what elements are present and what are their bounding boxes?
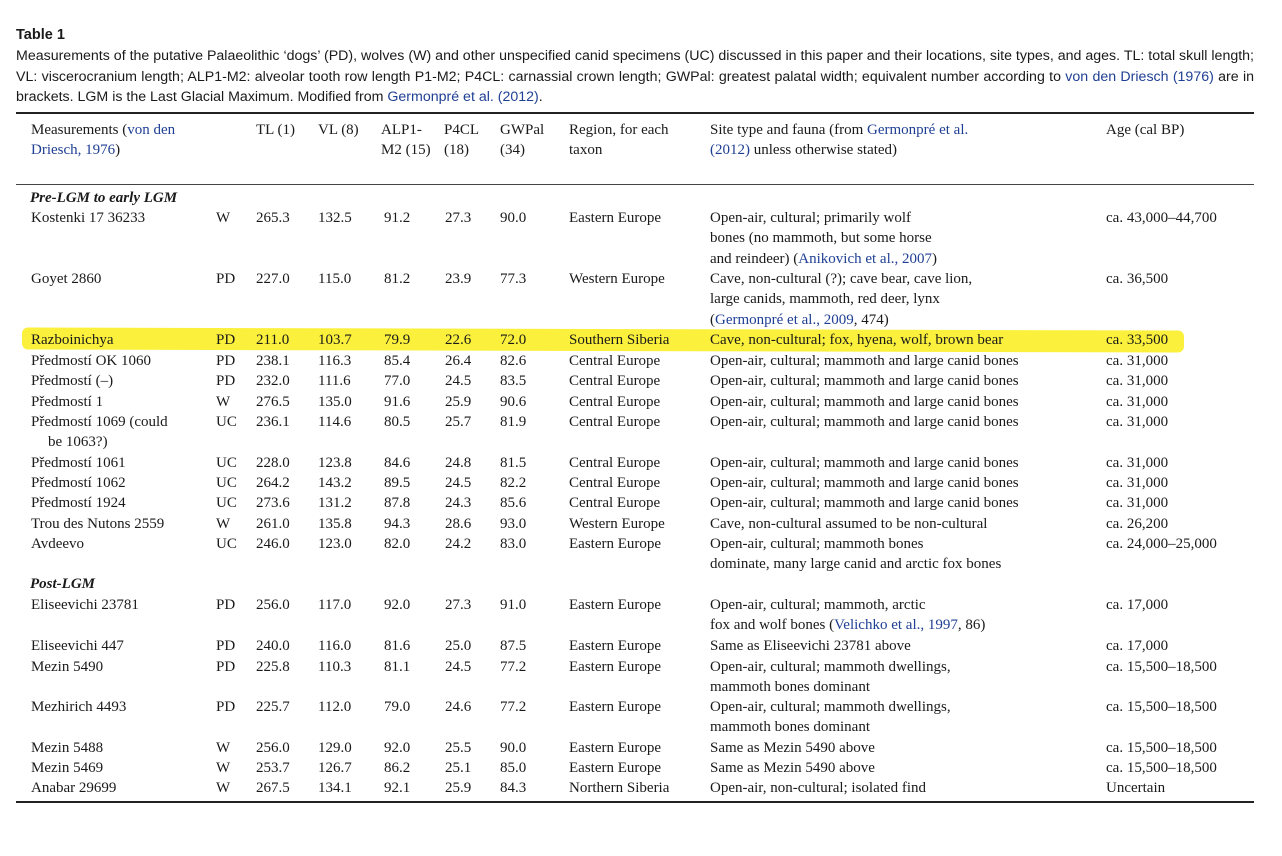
cell-age: ca. 26,200 <box>1106 516 1169 532</box>
cell-alp: 85.4 <box>384 353 411 369</box>
cell-age: ca. 31,000 <box>1106 373 1169 389</box>
cell-p4cl: 25.0 <box>445 638 472 654</box>
citation-link[interactable]: von den Driesch (1976) <box>1065 68 1214 85</box>
cell-site: Cave, non-cultural; fox, hyena, wolf, brown bear <box>710 332 1004 348</box>
cell-gwpal: 82.2 <box>500 475 527 491</box>
cell-region: Eastern Europe <box>569 659 662 675</box>
cell-tl: 261.0 <box>256 516 290 532</box>
cell-site: Same as Mezin 5490 above <box>710 740 875 756</box>
cell-gwpal: 81.5 <box>500 455 527 471</box>
cell-type: PD <box>216 597 236 613</box>
header-age: Age (cal BP) <box>1106 122 1185 138</box>
cell-alp: 81.6 <box>384 638 411 654</box>
cell-alp: 84.6 <box>384 455 411 471</box>
cell-age: ca. 15,500–18,500 <box>1106 699 1217 715</box>
cell-region: Western Europe <box>569 516 665 532</box>
section-pre-lgm: Pre-LGM to early LGM <box>30 190 178 206</box>
cell-type: PD <box>216 332 236 348</box>
cell-alp: 79.0 <box>384 699 411 715</box>
cell-age: ca. 31,000 <box>1106 353 1169 369</box>
cell-site: Open-air, cultural; mammoth and large canid bones <box>710 475 1019 491</box>
header-rule <box>16 184 1254 185</box>
cell-vl: 126.7 <box>318 760 352 776</box>
cell-tl: 227.0 <box>256 271 290 287</box>
cell-alp: 92.0 <box>384 740 411 756</box>
cell-alp: 81.2 <box>384 271 411 287</box>
cell-tl: 256.0 <box>256 597 290 613</box>
cell-gwpal: 85.6 <box>500 495 527 511</box>
cell-type: UC <box>216 475 237 491</box>
cell-type: W <box>216 740 231 756</box>
specimen-name: Předmostí 1069 (could be 1063?) <box>31 414 168 451</box>
cell-gwpal: 84.3 <box>500 780 527 796</box>
cell-vl: 110.3 <box>318 659 352 675</box>
cell-age: ca. 43,000–44,700 <box>1106 210 1217 226</box>
cell-type: W <box>216 760 231 776</box>
specimen-name: Eliseevichi 447 <box>31 638 124 654</box>
cell-gwpal: 77.2 <box>500 659 527 675</box>
cell-tl: 246.0 <box>256 536 290 552</box>
cell-age: ca. 31,000 <box>1106 414 1169 430</box>
cell-alp: 92.0 <box>384 597 411 613</box>
header-alp: ALP1-M2 (15) <box>381 122 431 159</box>
cell-tl: 253.7 <box>256 760 290 776</box>
cell-gwpal: 83.5 <box>500 373 527 389</box>
cell-vl: 131.2 <box>318 495 352 511</box>
cell-type: W <box>216 516 231 532</box>
cell-site: Open-air, cultural; mammoth dwellings, mammoth bones dominant <box>710 659 951 696</box>
specimen-name: Mezin 5488 <box>31 740 104 756</box>
cell-region: Eastern Europe <box>569 536 662 552</box>
cell-gwpal: 82.6 <box>500 353 527 369</box>
cell-p4cl: 24.5 <box>445 475 472 491</box>
cell-p4cl: 24.5 <box>445 659 472 675</box>
cell-vl: 116.0 <box>318 638 352 654</box>
cell-alp: 87.8 <box>384 495 411 511</box>
specimen-name: Mezin 5469 <box>31 760 104 776</box>
cell-region: Central Europe <box>569 475 661 491</box>
specimen-name: Předmostí (–) <box>31 373 114 389</box>
header-gwpal: GWPal (34) <box>500 122 545 159</box>
cell-p4cl: 28.6 <box>445 516 472 532</box>
cell-p4cl: 24.8 <box>445 455 472 471</box>
cell-p4cl: 27.3 <box>445 210 472 226</box>
cell-type: PD <box>216 638 236 654</box>
table-top-rule <box>16 112 1254 114</box>
cell-type: PD <box>216 373 236 389</box>
cell-alp: 82.0 <box>384 536 411 552</box>
cell-age: ca. 31,000 <box>1106 495 1169 511</box>
cell-vl: 114.6 <box>318 414 352 430</box>
cell-p4cl: 24.5 <box>445 373 472 389</box>
header-vl: VL (8) <box>318 122 359 138</box>
cell-tl: 228.0 <box>256 455 290 471</box>
cell-vl: 135.8 <box>318 516 352 532</box>
cell-site: Open-air, cultural; mammoth and large canid bones <box>710 414 1019 430</box>
cell-gwpal: 87.5 <box>500 638 527 654</box>
cell-alp: 86.2 <box>384 760 411 776</box>
cell-region: Central Europe <box>569 495 661 511</box>
cell-age: Uncertain <box>1106 780 1166 796</box>
cell-region: Eastern Europe <box>569 597 662 613</box>
cell-alp: 81.1 <box>384 659 411 675</box>
table-title: Table 1 <box>16 27 65 43</box>
cell-alp: 80.5 <box>384 414 411 430</box>
cell-age: ca. 24,000–25,000 <box>1106 536 1217 552</box>
header-region: Region, for each taxon <box>569 122 669 159</box>
specimen-name: Eliseevichi 23781 <box>31 597 139 613</box>
cell-region: Eastern Europe <box>569 760 662 776</box>
cell-vl: 129.0 <box>318 740 352 756</box>
cell-age: ca. 15,500–18,500 <box>1106 740 1217 756</box>
cell-tl: 232.0 <box>256 373 290 389</box>
cell-type: UC <box>216 455 237 471</box>
cell-site: Same as Eliseevichi 23781 above <box>710 638 911 654</box>
specimen-name: Mezin 5490 <box>31 659 104 675</box>
cell-vl: 123.0 <box>318 536 352 552</box>
cell-type: UC <box>216 536 237 552</box>
cell-p4cl: 25.1 <box>445 760 472 776</box>
cell-gwpal: 72.0 <box>500 332 527 348</box>
cell-gwpal: 90.6 <box>500 394 527 410</box>
cell-age: ca. 15,500–18,500 <box>1106 760 1217 776</box>
cell-vl: 115.0 <box>318 271 352 287</box>
cell-tl: 273.6 <box>256 495 290 511</box>
cell-type: PD <box>216 699 236 715</box>
cell-alp: 89.5 <box>384 475 411 491</box>
cell-gwpal: 91.0 <box>500 597 527 613</box>
cell-region: Eastern Europe <box>569 210 662 226</box>
citation-link[interactable]: Anikovich et al., 2007 <box>798 250 933 267</box>
cell-site: Open-air, cultural; mammoth dwellings, mammoth bones dominant <box>710 699 951 736</box>
cell-alp: 92.1 <box>384 780 411 796</box>
specimen-name: Mezhirich 4493 <box>31 699 127 715</box>
specimen-name: Anabar 29699 <box>31 780 117 796</box>
cell-p4cl: 23.9 <box>445 271 472 287</box>
cell-p4cl: 24.3 <box>445 495 472 511</box>
citation-link[interactable]: Germonpré et al. (2012) <box>387 89 539 105</box>
cell-vl: 117.0 <box>318 597 352 613</box>
cell-region: Western Europe <box>569 271 665 287</box>
cell-type: PD <box>216 353 236 369</box>
cell-region: Eastern Europe <box>569 638 662 654</box>
caption-text: Measurements of the putative Palaeolithic ‘dogs’ (PD), wolves (W) and other unspecified canid specimens (UC) discussed in this paper and their locations, site types, and ages. TL: total skull length; VL: viscerocranium length; ALP1-M2: alveolar tooth row length P1-M2; P4CL: carnassial crown length; GWPal: greatest palatal width; equivalent number according to von den Driesch (1976) are in brackets. LGM is the Last Glacial Maximum. Modified from Germonpré et al. (2012). <box>16 48 1255 105</box>
cell-site: Same as Mezin 5490 above <box>710 760 875 776</box>
cell-alp: 91.6 <box>384 394 411 410</box>
cell-tl: 225.7 <box>256 699 290 715</box>
cell-type: UC <box>216 414 237 430</box>
cell-age: ca. 36,500 <box>1106 271 1169 287</box>
specimen-name: Předmostí 1062 <box>31 475 126 491</box>
cell-gwpal: 85.0 <box>500 760 527 776</box>
cell-age: ca. 31,000 <box>1106 475 1169 491</box>
specimen-name: Goyet 2860 <box>31 271 102 287</box>
specimen-name: Předmostí 1 <box>31 394 104 410</box>
cell-site: Open-air, cultural; mammoth and large canid bones <box>710 353 1019 369</box>
cell-site: Open-air, cultural; mammoth and large canid bones <box>710 394 1019 410</box>
cell-p4cl: 27.3 <box>445 597 472 613</box>
cell-type: PD <box>216 659 236 675</box>
cell-gwpal: 81.9 <box>500 414 527 430</box>
cell-region: Central Europe <box>569 373 661 389</box>
cell-vl: 135.0 <box>318 394 352 410</box>
cell-region: Southern Siberia <box>569 332 670 348</box>
cell-tl: 264.2 <box>256 475 290 491</box>
header-tl: TL (1) <box>256 122 296 138</box>
cell-vl: 143.2 <box>318 475 352 491</box>
cell-alp: 79.9 <box>384 332 411 348</box>
cell-site: Open-air, cultural; mammoth and large canid bones <box>710 455 1019 471</box>
cell-tl: 265.3 <box>256 210 290 226</box>
cell-p4cl: 22.6 <box>445 332 472 348</box>
specimen-name: Trou des Nutons 2559 <box>31 516 165 532</box>
cell-p4cl: 25.9 <box>445 394 472 410</box>
specimen-name: Razboinichya <box>31 332 114 348</box>
cell-p4cl: 25.5 <box>445 740 472 756</box>
cell-vl: 123.8 <box>318 455 352 471</box>
cell-site: Open-air, cultural; mammoth bones dominate, many large canid and arctic fox bones <box>710 536 1002 573</box>
cell-alp: 77.0 <box>384 373 411 389</box>
citation-link[interactable]: Velichko et al., 1997 <box>834 617 958 634</box>
cell-tl: 240.0 <box>256 638 290 654</box>
cell-site: Open-air, cultural; primarily wolf bones (no mammoth, but some horse and reindeer) (Anikovich et al., 2007) <box>710 210 938 267</box>
specimen-name: Avdeevo <box>31 536 85 552</box>
header-p4cl: P4CL (18) <box>444 122 479 159</box>
cell-gwpal: 77.2 <box>500 699 527 715</box>
cell-gwpal: 93.0 <box>500 516 527 532</box>
cell-site: Open-air, cultural; mammoth, arctic fox and wolf bones (Velichko et al., 1997, 86) <box>710 597 986 634</box>
cell-age: ca. 15,500–18,500 <box>1106 659 1217 675</box>
specimen-name: Předmostí OK 1060 <box>31 353 151 369</box>
cell-vl: 132.5 <box>318 210 352 226</box>
cell-region: Eastern Europe <box>569 740 662 756</box>
cell-tl: 211.0 <box>256 332 290 348</box>
cell-age: ca. 17,000 <box>1106 597 1169 613</box>
cell-site: Cave, non-cultural (?); cave bear, cave lion, large canids, mammoth, red deer, lynx (Germonpré et al., 2009, 474) <box>710 271 973 328</box>
specimen-name: Kostenki 17 36233 <box>31 210 146 226</box>
cell-alp: 94.3 <box>384 516 411 532</box>
section-post-lgm: Post-LGM <box>30 576 95 592</box>
cell-gwpal: 90.0 <box>500 210 527 226</box>
cell-p4cl: 24.2 <box>445 536 472 552</box>
cell-region: Northern Siberia <box>569 780 670 796</box>
citation-link[interactable]: Germonpré et al. (2012) <box>710 122 969 159</box>
cell-type: PD <box>216 271 236 287</box>
cell-tl: 238.1 <box>256 353 290 369</box>
table-bottom-rule <box>16 801 1254 803</box>
cell-age: ca. 33,500 <box>1106 332 1169 348</box>
cell-tl: 267.5 <box>256 780 290 796</box>
cell-tl: 236.1 <box>256 414 290 430</box>
cell-age: ca. 31,000 <box>1106 394 1169 410</box>
cell-vl: 116.3 <box>318 353 352 369</box>
cell-gwpal: 83.0 <box>500 536 527 552</box>
cell-site: Open-air, cultural; mammoth and large canid bones <box>710 495 1019 511</box>
cell-vl: 112.0 <box>318 699 352 715</box>
cell-type: W <box>216 780 231 796</box>
cell-p4cl: 25.9 <box>445 780 472 796</box>
header-site: Site type and fauna (from Germonpré et al. (2012) unless otherwise stated) <box>710 122 969 159</box>
cell-type: W <box>216 210 231 226</box>
cell-site: Open-air, non-cultural; isolated find <box>710 780 926 796</box>
header-measurements: Measurements (von den Driesch, 1976) <box>31 122 176 159</box>
cell-site: Open-air, cultural; mammoth and large canid bones <box>710 373 1019 389</box>
cell-type: W <box>216 394 231 410</box>
cell-p4cl: 24.6 <box>445 699 472 715</box>
cell-vl: 134.1 <box>318 780 352 796</box>
citation-link[interactable]: Germonpré et al., 2009 <box>715 311 854 328</box>
cell-type: UC <box>216 495 237 511</box>
specimen-name: Předmostí 1061 <box>31 455 126 471</box>
cell-vl: 103.7 <box>318 332 352 348</box>
cell-region: Central Europe <box>569 353 661 369</box>
cell-tl: 256.0 <box>256 740 290 756</box>
cell-p4cl: 26.4 <box>445 353 472 369</box>
cell-p4cl: 25.7 <box>445 414 472 430</box>
cell-region: Eastern Europe <box>569 699 662 715</box>
citation-link[interactable]: von den Driesch, 1976 <box>31 122 176 159</box>
cell-alp: 91.2 <box>384 210 411 226</box>
cell-tl: 276.5 <box>256 394 290 410</box>
specimen-name: Předmostí 1924 <box>31 495 126 511</box>
cell-tl: 225.8 <box>256 659 290 675</box>
cell-gwpal: 90.0 <box>500 740 527 756</box>
cell-age: ca. 17,000 <box>1106 638 1169 654</box>
cell-region: Central Europe <box>569 455 661 471</box>
cell-region: Central Europe <box>569 414 661 430</box>
table-caption <box>16 26 1254 108</box>
cell-gwpal: 77.3 <box>500 271 527 287</box>
cell-region: Central Europe <box>569 394 661 410</box>
cell-age: ca. 31,000 <box>1106 455 1169 471</box>
cell-site: Cave, non-cultural assumed to be non-cultural <box>710 516 988 532</box>
cell-vl: 111.6 <box>318 373 351 389</box>
